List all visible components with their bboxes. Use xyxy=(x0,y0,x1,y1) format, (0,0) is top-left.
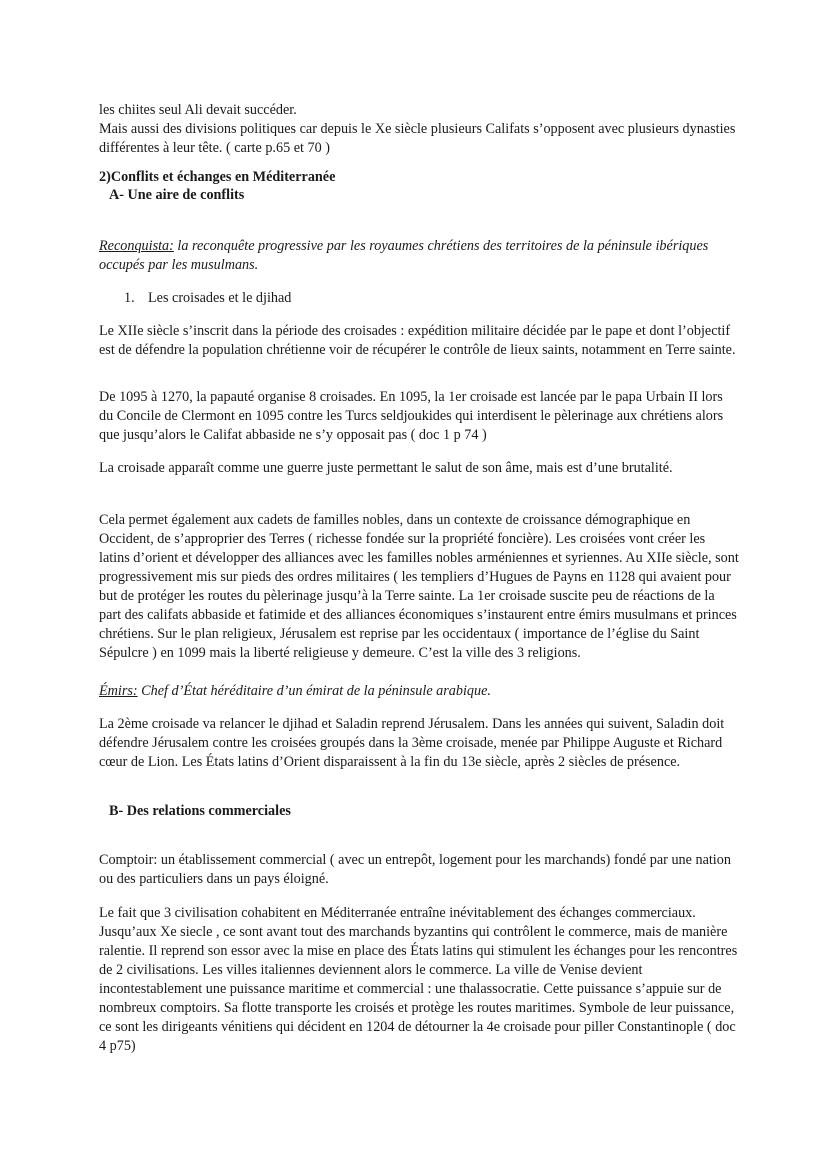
paragraph-echanges-commerciaux: Le fait que 3 civilisation cohabitent en Méditerranée entraîne inévitablement des échanges commerciaux. Jusqu’aux Xe siecle , ce sont avant tout des marchands byzantins qui contrôlent le commerce, mais de manière ralentie. Il reprend son essor avec la mise en place des États latins qui stimulent les échanges pour les rencontres de 2 civilisations. Les villes italiennes deviennent alors le commerce. La ville de Venise devient incontestablement une puissance maritime et commercial : une thalassocratie. Cette puissance s’appuie sur de nombreux comptoirs. Sa flotte transporte les croisés et protège les routes maritimes. Symbole de leur puissance, ce sont les dirigeants vénitiens qui décident en 1204 de détourner la 4e croisade pour piller Constantinople ( doc 4 p75) xyxy=(99,905,738,1054)
paragraph-deuxieme-croisade: La 2ème croisade va relancer le djihad et Saladin reprend Jérusalem. Dans les années qui suivent, Saladin doit défendre Jérusalem contre les croisées groupés dans la 3ème croisade, menée par Philippe Auguste et Richard cœur de Lion. Les États latins d’Orient disparaissent à la fin du 13e siècle, après 2 siècles de présence. xyxy=(99,716,725,770)
list-item-number: 1. xyxy=(124,290,135,306)
paragraph-cadets-nobles: Cela permet également aux cadets de familles nobles, dans un contexte de croissance démographique en Occident, de s’approprier des Terres ( richesse fondée sur la propriété foncière). Les croisées vont créer les latins d’orient et développer des alliances avec les familles nobles arméniennes et syriennes. Au XIIe siècle, sont progressivement mis sur pieds des ordres militaires ( les templiers d’Hugues de Payns en 1128 qui avaient pour but de protéger les routes du pèlerinage jusqu’à la Terre sainte. La 1er croisade suscite peu de réactions de la part des califats abbaside et fatimide et des alliances économiques s’instaurent entre émirs musulmans et princes chrétiens. Sur le plan religieux, Jérusalem est reprise par les occidentaux ( importance de l’église du Saint Sépulcre ) en 1099 mais la liberté religieuse y demeure. C’est la ville des 3 religions. xyxy=(99,512,739,661)
section-a-heading: A- Une aire de conflits xyxy=(109,187,245,203)
paragraph-comptoir: Comptoir: un établissement commercial ( avec un entrepôt, logement pour les marchands) fondé par une nation ou des particuliers dans un pays éloigné. xyxy=(99,852,731,887)
intro-line-1: les chiites seul Ali devait succéder. xyxy=(99,102,297,118)
list-item-label: Les croisades et le djihad xyxy=(148,290,292,306)
reconquista-text: la reconquête progressive par les royaumes chrétiens des territoires de la péninsule ibériques occupés par les musulmans. xyxy=(99,238,709,273)
emirs-text: Chef d’État héréditaire d’un émirat de la péninsule arabique. xyxy=(137,683,491,699)
paragraph-guerre-juste: La croisade apparaît comme une guerre juste permettant le salut de son âme, mais est d’une brutalité. xyxy=(99,460,673,476)
emirs-term: Émirs: xyxy=(99,683,138,699)
intro-text xyxy=(99,101,739,158)
emirs-definition xyxy=(99,682,739,701)
reconquista-term: Reconquista: xyxy=(99,238,174,254)
reconquista-definition xyxy=(99,237,739,275)
paragraph-dates-croisades: De 1095 à 1270, la papauté organise 8 croisades. En 1095, la 1er croisade est lancée par le papa Urbain II lors du Concile de Clermont en 1095 contre les Turcs seldjoukides qui interdisent le pèlerinage aux chrétiens alors que jusqu’alors le Califat abbaside ne s’y opposait pas ( doc 1 p 74 ) xyxy=(99,389,724,443)
list-item-croisades xyxy=(99,289,764,308)
section-2-title: 2)Conflits et échanges en Méditerranée xyxy=(99,169,336,185)
paragraph-croisades-intro: Le XIIe siècle s’inscrit dans la période des croisades : expédition militaire décidée par le pape et dont l’objectif est de défendre la population chrétienne voir de récupérer le contrôle de lieux saints, notamment en Terre sainte. xyxy=(99,323,736,358)
intro-line-2: Mais aussi des divisions politiques car depuis le Xe siècle plusieurs Califats s’opposent avec plusieurs dynasties différentes à leur tête. ( carte p.65 et 70 ) xyxy=(99,121,736,156)
section-b-heading: B- Des relations commerciales xyxy=(109,803,291,819)
